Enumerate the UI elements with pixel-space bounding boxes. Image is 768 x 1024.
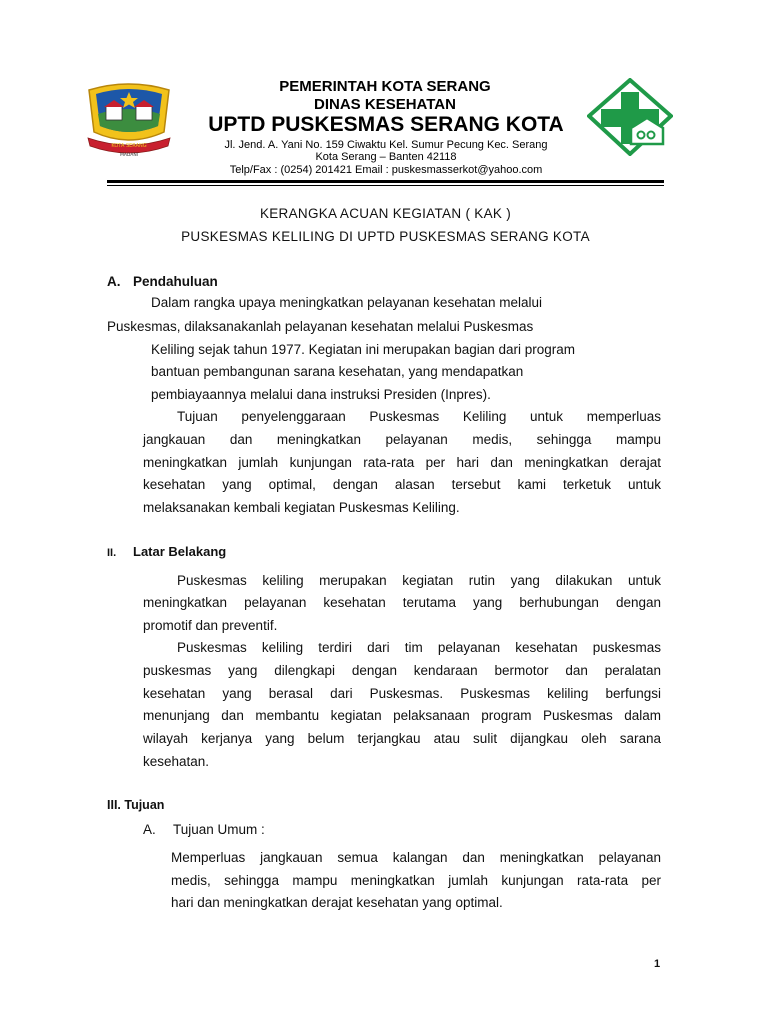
subsection-number: A. [143, 822, 156, 837]
paragraph-line: Puskesmas, dilaksanakanlah pelayanan kesehatan melalui Puskesmas [107, 319, 534, 334]
paragraph-line: Memperluas jangkauan semua kalangan dan meningkatkan pelayanan [171, 850, 661, 865]
document-subtitle: PUSKESMAS KELILING DI UPTD PUSKESMAS SERANG KOTA [181, 229, 590, 244]
paragraph-line: promotif dan preventif. [143, 618, 278, 633]
paragraph-line: meningkatkan pelayanan kesehatan terutama yang berhubungan dengan [143, 595, 661, 610]
paragraph-line: Keliling sejak tahun 1977. Kegiatan ini merupakan bagian dari program [151, 342, 576, 357]
paragraph-line: meningkatkan jumlah kunjungan rata-rata per hari dan meningkatkan derajat [143, 455, 661, 470]
city-emblem-logo [84, 80, 174, 158]
section-iii-heading: III. Tujuan [107, 798, 165, 812]
paragraph-line: Puskesmas keliling terdiri dari tim pelayanan kesehatan puskesmas [177, 640, 661, 655]
paragraph-line: menunjang dan membantu kegiatan pelaksanaan program Puskesmas dalam [143, 708, 661, 723]
section-number: II. [107, 547, 117, 559]
letterhead-government: PEMERINTAH KOTA SERANG [279, 78, 491, 95]
paragraph-line: wilayah kerjanya yang belum terjangkau atau sulit dijangkau oleh sarana [143, 731, 661, 746]
svg-text:MADANI: MADANI [119, 153, 139, 158]
paragraph-line: Dalam rangka upaya meningkatkan pelayanan kesehatan melalui [151, 295, 542, 310]
letterhead-department: DINAS KESEHATAN [314, 96, 456, 113]
letterhead-title: UPTD PUSKESMAS SERANG KOTA [208, 113, 564, 136]
letterhead-address: Jl. Jend. A. Yani No. 159 Ciwaktu Kel. Sumur Pecung Kec. Serang [224, 139, 548, 151]
letterhead-contact: Telp/Fax : (0254) 201421 Email : puskesmasserkot@yahoo.com [229, 164, 543, 176]
letterhead-rule-thin [107, 185, 664, 186]
paragraph-line: bantuan pembangunan sarana kesehatan, yang mendapatkan [151, 364, 524, 379]
puskesmas-cross-logo [587, 78, 673, 156]
paragraph-line: jangkauan dan meningkatkan pelayanan medis, sehingga mampu [143, 432, 661, 447]
subsection-title: Tujuan Umum : [173, 822, 265, 837]
paragraph-line: Puskesmas keliling merupakan kegiatan rutin yang dilakukan untuk [177, 573, 661, 588]
paragraph-line: Tujuan penyelenggaraan Puskesmas Keliling untuk memperluas [177, 409, 661, 424]
section-number: A. [107, 274, 121, 289]
letterhead-city: Kota Serang – Banten 42118 [315, 151, 457, 163]
page-number: 1 [654, 958, 661, 970]
section-a-heading [107, 274, 218, 289]
section-ii-heading [107, 544, 226, 559]
document-title: KERANGKA ACUAN KEGIATAN ( KAK ) [259, 206, 512, 221]
paragraph-line: kesehatan. [143, 754, 210, 769]
paragraph-line: hari dan meningkatkan derajat kesehatan yang optimal. [171, 895, 503, 910]
section-title: Pendahuluan [133, 274, 218, 289]
paragraph-line: puskesmas yang dilengkapi dengan kendaraan bermotor dan peralatan [143, 663, 661, 678]
emblem-ribbon-text: KOTA SERANG [111, 143, 147, 149]
paragraph-line: medis, sehingga mampu meningkatkan jumlah kunjungan rata-rata per [171, 873, 661, 888]
paragraph-line: pembiayaannya melalui dana instruksi Presiden (Inpres). [151, 387, 491, 402]
paragraph-line: kesehatan yang berasal dari Puskesmas. Puskesmas keliling berfungsi [143, 686, 661, 701]
subsection-heading [143, 822, 265, 837]
section-title: Latar Belakang [133, 544, 227, 559]
letterhead-rule-thick [107, 180, 664, 183]
paragraph-line: melaksanakan kembali kegiatan Puskesmas Keliling. [143, 500, 460, 515]
paragraph-line: kesehatan yang optimal, dengan alasan tersebut kami terketuk untuk [143, 477, 661, 492]
